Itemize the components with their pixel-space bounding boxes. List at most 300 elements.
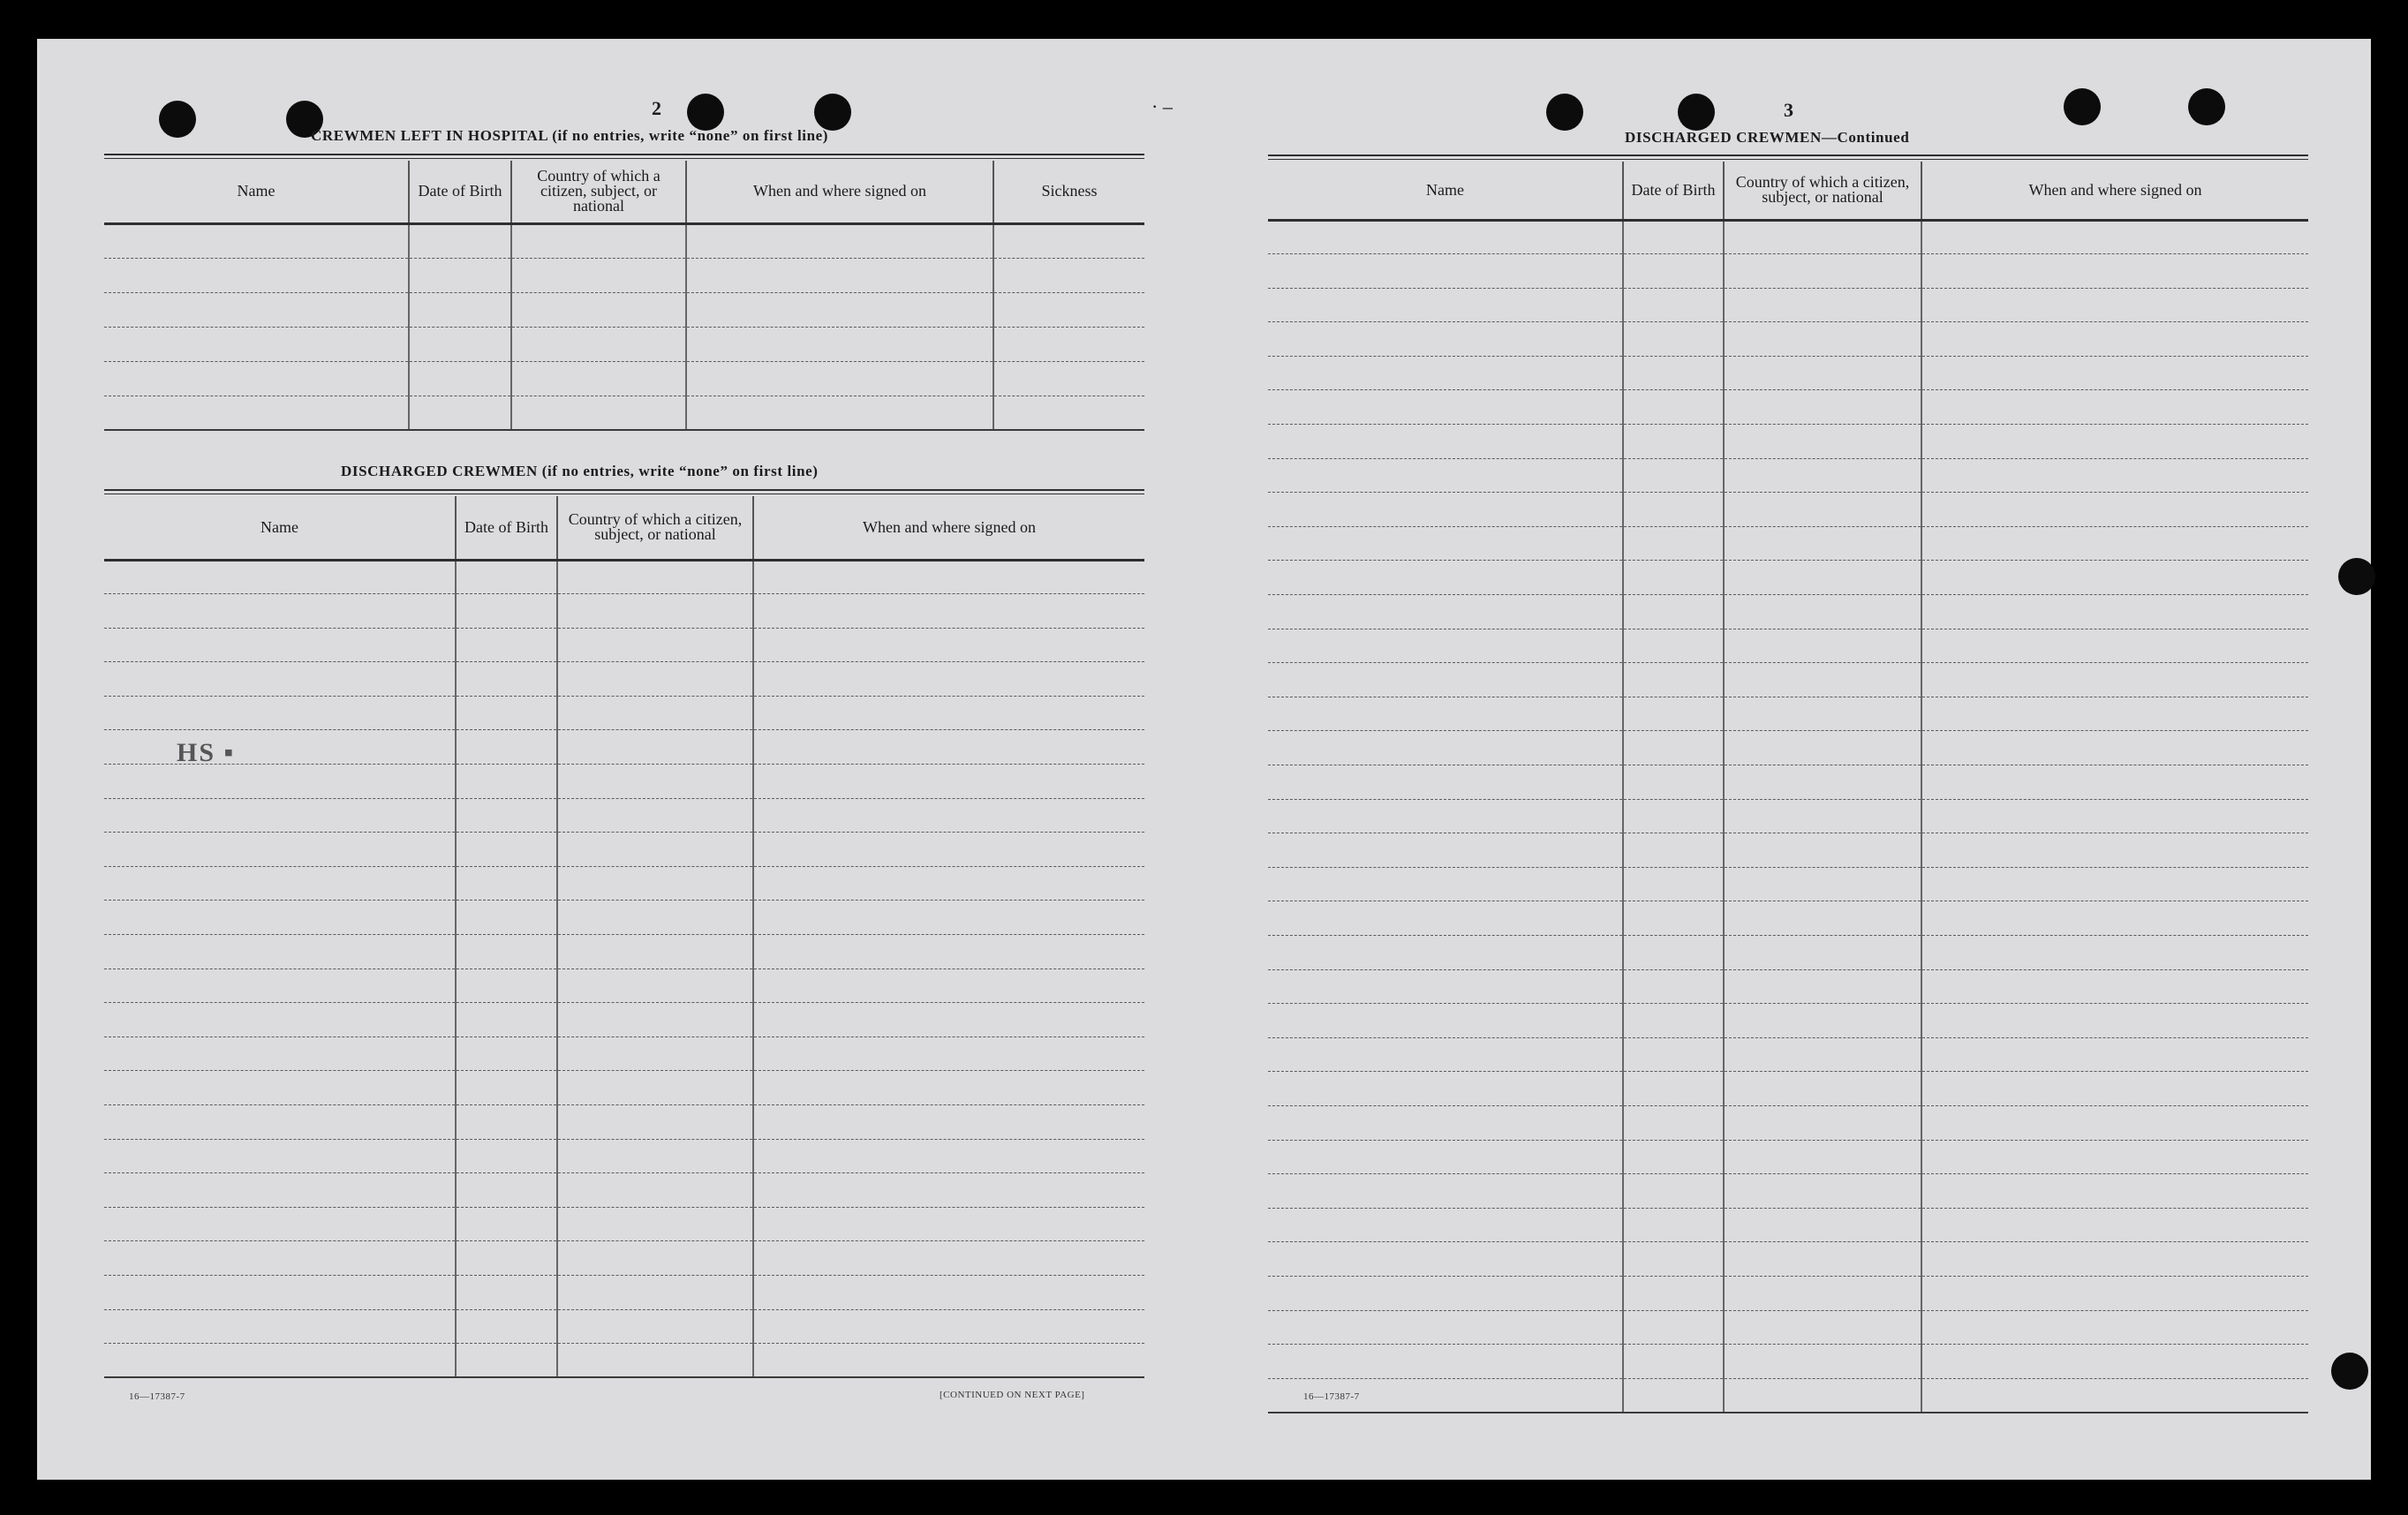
table-cell <box>511 223 686 258</box>
table-row <box>104 765 1144 799</box>
table-cell <box>104 901 456 935</box>
section-rule <box>1268 155 2308 160</box>
table-cell <box>1724 390 1921 425</box>
table-cell <box>753 1003 1144 1037</box>
table-cell <box>511 292 686 327</box>
column-header-name: Name <box>104 496 456 560</box>
table-cell <box>1921 697 2308 731</box>
table-cell <box>1921 458 2308 493</box>
table-cell <box>456 1207 557 1241</box>
column-header-signed-on: When and where signed on <box>753 496 1144 560</box>
table-cell <box>1724 1378 1921 1413</box>
table-cell <box>1268 901 1623 936</box>
table-cell <box>1921 526 2308 561</box>
table-cell <box>1724 765 1921 800</box>
page-number: 2 <box>652 97 662 119</box>
table-cell <box>1268 595 1623 629</box>
column-header-signed-on: When and where signed on <box>686 161 993 223</box>
table-cell <box>1921 1140 2308 1174</box>
table-row <box>104 1036 1144 1071</box>
table-row <box>1268 1242 2308 1277</box>
table-cell <box>1724 1345 1921 1379</box>
table-cell <box>1724 1140 1921 1174</box>
table-cell <box>753 1275 1144 1309</box>
table-row <box>1268 901 2308 936</box>
table-row <box>1268 458 2308 493</box>
table-cell <box>753 901 1144 935</box>
table-cell <box>557 1309 753 1344</box>
table-cell <box>1268 629 1623 663</box>
table-cell <box>1623 1105 1724 1140</box>
table-cell <box>557 662 753 697</box>
table-cell <box>1623 697 1724 731</box>
punch-hole <box>1678 94 1715 131</box>
column-header-country: Country of which a citizen, subject, or national <box>511 161 686 223</box>
table-row <box>1268 390 2308 425</box>
table-cell <box>1724 1105 1921 1140</box>
page-number: 3 <box>1784 99 1794 121</box>
table-cell <box>104 1105 456 1140</box>
table-cell <box>456 628 557 662</box>
table-cell <box>1724 595 1921 629</box>
table-cell <box>1921 356 2308 390</box>
table-cell <box>104 833 456 867</box>
table-cell <box>1724 799 1921 833</box>
table-cell <box>104 662 456 697</box>
table-cell <box>557 901 753 935</box>
table-cell <box>456 935 557 969</box>
table-cell <box>1623 1037 1724 1072</box>
table-row <box>104 696 1144 730</box>
table-cell <box>456 1003 557 1037</box>
table-row <box>1268 526 2308 561</box>
table-row <box>104 361 1144 396</box>
table-cell <box>456 1309 557 1344</box>
table-cell <box>753 866 1144 901</box>
table-cell <box>1724 901 1921 936</box>
table-row <box>1268 731 2308 765</box>
table-cell <box>1724 425 1921 459</box>
table-cell <box>1724 288 1921 322</box>
table-cell <box>104 560 456 594</box>
table-cell <box>104 396 409 430</box>
table-cell <box>1921 663 2308 697</box>
table-row <box>1268 1378 2308 1413</box>
table-cell <box>1921 493 2308 527</box>
table-cell <box>1724 833 1921 868</box>
table-cell <box>1623 1208 1724 1242</box>
table-cell <box>104 765 456 799</box>
hospital-table <box>104 161 1144 431</box>
table-cell <box>557 1344 753 1378</box>
table-cell <box>753 1207 1144 1241</box>
table-row <box>1268 1140 2308 1174</box>
table-cell <box>456 1105 557 1140</box>
table-cell <box>1724 663 1921 697</box>
table-row <box>104 1071 1144 1105</box>
table-cell <box>1268 969 1623 1004</box>
table-row <box>1268 493 2308 527</box>
table-row <box>1268 595 2308 629</box>
stray-ink-mark: HS ▪ <box>177 738 236 767</box>
table-cell <box>1268 765 1623 800</box>
column-header-country: Country of which a citizen, subject, or national <box>557 496 753 560</box>
table-row <box>1268 1037 2308 1072</box>
table-cell <box>1623 458 1724 493</box>
table-cell <box>1724 697 1921 731</box>
table-row <box>104 1139 1144 1173</box>
table-cell <box>1724 526 1921 561</box>
table-row <box>104 396 1144 430</box>
table-row <box>1268 1004 2308 1038</box>
table-cell <box>1623 1310 1724 1345</box>
table-cell <box>686 396 993 430</box>
table-cell <box>753 696 1144 730</box>
punch-hole <box>687 94 724 131</box>
table-cell <box>1268 322 1623 357</box>
table-row <box>104 798 1144 833</box>
table-cell <box>1921 1037 2308 1072</box>
table-cell <box>1724 561 1921 595</box>
table-cell <box>104 935 456 969</box>
table-cell <box>1921 1310 2308 1345</box>
table-row <box>1268 425 2308 459</box>
center-mark: · – <box>1151 95 1173 117</box>
table-cell <box>1623 1276 1724 1310</box>
table-cell <box>104 1036 456 1071</box>
table-cell <box>686 361 993 396</box>
table-cell <box>1921 901 2308 936</box>
table-cell <box>1268 697 1623 731</box>
table-row <box>104 594 1144 629</box>
table-cell <box>1268 1037 1623 1072</box>
punch-hole <box>2331 1353 2368 1390</box>
discharged-continued-rows <box>1268 220 2308 1413</box>
discharged-section-title: DISCHARGED CREWMEN (if no entries, write “none” on first line) <box>341 463 819 479</box>
table-cell <box>104 292 409 327</box>
table-row <box>104 1309 1144 1344</box>
table-row <box>104 292 1144 327</box>
table-cell <box>456 1139 557 1173</box>
table-cell <box>1921 1208 2308 1242</box>
table-cell <box>1268 731 1623 765</box>
table-cell <box>686 258 993 292</box>
punch-hole <box>814 94 851 131</box>
table-row <box>1268 1174 2308 1209</box>
table-cell <box>557 696 753 730</box>
table-cell <box>753 969 1144 1003</box>
table-cell <box>753 1036 1144 1071</box>
table-cell <box>511 258 686 292</box>
table-cell <box>1623 867 1724 901</box>
table-cell <box>1623 425 1724 459</box>
table-cell <box>686 327 993 361</box>
table-cell <box>511 396 686 430</box>
table-cell <box>1921 1174 2308 1209</box>
table-cell <box>557 628 753 662</box>
table-cell <box>1921 220 2308 254</box>
table-cell <box>1623 901 1724 936</box>
table-cell <box>993 396 1144 430</box>
table-cell <box>753 935 1144 969</box>
table-row <box>104 560 1144 594</box>
table-cell <box>1268 288 1623 322</box>
table-cell <box>409 292 511 327</box>
table-row <box>1268 288 2308 322</box>
table-cell <box>511 327 686 361</box>
table-cell <box>104 1071 456 1105</box>
table-cell <box>1623 629 1724 663</box>
punch-hole <box>2188 88 2225 125</box>
table-cell <box>1623 663 1724 697</box>
table-cell <box>104 1344 456 1378</box>
punch-hole <box>2338 558 2375 595</box>
table-cell <box>1623 1140 1724 1174</box>
discharged-continued-title: DISCHARGED CREWMEN—Continued <box>1625 129 1910 146</box>
table-cell <box>1268 254 1623 289</box>
table-cell <box>1724 493 1921 527</box>
column-header-signed-on: When and where signed on <box>1921 162 2308 220</box>
table-cell <box>104 327 409 361</box>
table-cell <box>1724 935 1921 969</box>
table-cell <box>557 798 753 833</box>
table-cell <box>1921 1004 2308 1038</box>
table-cell <box>1268 1310 1623 1345</box>
table-cell <box>1268 867 1623 901</box>
table-cell <box>753 1139 1144 1173</box>
table-cell <box>1724 1174 1921 1209</box>
table-cell <box>557 866 753 901</box>
table-cell <box>1623 288 1724 322</box>
table-cell <box>1921 322 2308 357</box>
table-row <box>1268 254 2308 289</box>
table-cell <box>1921 595 2308 629</box>
table-cell <box>1921 1378 2308 1413</box>
table-cell <box>1268 493 1623 527</box>
table-cell <box>1724 356 1921 390</box>
table-cell <box>1268 1140 1623 1174</box>
table-cell <box>104 1003 456 1037</box>
table-cell <box>1921 1105 2308 1140</box>
table-row <box>104 327 1144 361</box>
table-cell <box>1268 526 1623 561</box>
column-header-sickness: Sickness <box>993 161 1144 223</box>
table-row <box>1268 969 2308 1004</box>
table-cell <box>104 866 456 901</box>
column-header-country: Country of which a citizen, subject, or national <box>1724 162 1921 220</box>
table-cell <box>1623 220 1724 254</box>
table-cell <box>1268 1105 1623 1140</box>
table-cell <box>456 901 557 935</box>
table-cell <box>104 1139 456 1173</box>
table-cell <box>104 1173 456 1208</box>
table-cell <box>104 696 456 730</box>
table-cell <box>456 594 557 629</box>
table-cell <box>456 866 557 901</box>
table-cell <box>1623 1072 1724 1106</box>
table-cell <box>557 730 753 765</box>
document-sheet <box>37 39 2371 1480</box>
table-cell <box>456 730 557 765</box>
table-row <box>1268 935 2308 969</box>
table-cell <box>1623 1004 1724 1038</box>
table-cell <box>753 628 1144 662</box>
table-cell <box>409 327 511 361</box>
table-cell <box>1724 322 1921 357</box>
table-cell <box>1623 731 1724 765</box>
table-cell <box>1623 390 1724 425</box>
table-cell <box>557 1173 753 1208</box>
table-cell <box>1268 458 1623 493</box>
table-cell <box>1921 1072 2308 1106</box>
table-cell <box>1623 765 1724 800</box>
hospital-rows <box>104 223 1144 430</box>
table-row <box>1268 1276 2308 1310</box>
table-cell <box>1921 390 2308 425</box>
table-cell <box>1623 1345 1724 1379</box>
table-cell <box>1623 356 1724 390</box>
table-row <box>104 901 1144 935</box>
table-cell <box>1724 1037 1921 1072</box>
table-cell <box>1724 1276 1921 1310</box>
table-cell <box>1268 799 1623 833</box>
table-cell <box>753 560 1144 594</box>
table-cell <box>1623 526 1724 561</box>
table-cell <box>1921 833 2308 868</box>
table-cell <box>557 560 753 594</box>
table-cell <box>753 1173 1144 1208</box>
table-cell <box>993 292 1144 327</box>
table-cell <box>511 361 686 396</box>
table-cell <box>1921 935 2308 969</box>
table-row <box>104 1344 1144 1378</box>
table-cell <box>1268 1242 1623 1277</box>
table-cell <box>1268 425 1623 459</box>
table-cell <box>1921 731 2308 765</box>
table-cell <box>557 594 753 629</box>
table-cell <box>104 1241 456 1276</box>
table-cell <box>557 969 753 1003</box>
table-row <box>104 1003 1144 1037</box>
table-cell <box>456 798 557 833</box>
table-cell <box>1268 1174 1623 1209</box>
table-cell <box>1724 867 1921 901</box>
table-cell <box>104 223 409 258</box>
table-cell <box>557 1105 753 1140</box>
table-cell <box>409 396 511 430</box>
punch-hole <box>2064 88 2101 125</box>
table-row <box>1268 1345 2308 1379</box>
table-row <box>1268 561 2308 595</box>
table-cell <box>456 969 557 1003</box>
table-cell <box>557 765 753 799</box>
punch-hole <box>159 101 196 138</box>
table-cell <box>753 1241 1144 1276</box>
table-cell <box>557 935 753 969</box>
table-cell <box>1268 833 1623 868</box>
table-cell <box>104 1309 456 1344</box>
table-row <box>104 1173 1144 1208</box>
table-cell <box>1268 663 1623 697</box>
table-cell <box>1921 425 2308 459</box>
table-cell <box>1268 561 1623 595</box>
table-cell <box>1724 458 1921 493</box>
table-cell <box>1724 1072 1921 1106</box>
column-header-date-of-birth: Date of Birth <box>409 161 511 223</box>
table-cell <box>104 361 409 396</box>
table-cell <box>993 223 1144 258</box>
table-cell <box>409 223 511 258</box>
table-row <box>104 969 1144 1003</box>
table-cell <box>409 258 511 292</box>
table-cell <box>456 765 557 799</box>
table-cell <box>104 594 456 629</box>
discharged-continued-table <box>1268 162 2308 1413</box>
table-cell <box>456 1275 557 1309</box>
table-cell <box>1724 254 1921 289</box>
table-cell <box>753 1105 1144 1140</box>
table-row <box>1268 220 2308 254</box>
hospital-section-title: CREWMEN LEFT IN HOSPITAL (if no entries, write “none” on first line) <box>311 127 829 144</box>
table-cell <box>1268 356 1623 390</box>
table-cell <box>1921 254 2308 289</box>
table-row <box>1268 1310 2308 1345</box>
table-row <box>104 1275 1144 1309</box>
table-cell <box>1921 765 2308 800</box>
table-cell <box>1623 595 1724 629</box>
table-row <box>1268 765 2308 800</box>
table-cell <box>1623 799 1724 833</box>
table-cell <box>993 361 1144 396</box>
table-cell <box>409 361 511 396</box>
table-cell <box>456 1241 557 1276</box>
table-cell <box>456 696 557 730</box>
table-row <box>1268 356 2308 390</box>
table-cell <box>1921 1242 2308 1277</box>
table-row <box>1268 833 2308 868</box>
table-cell <box>104 798 456 833</box>
form-number: 16—17387-7 <box>1303 1391 1360 1402</box>
table-cell <box>1268 220 1623 254</box>
table-row <box>104 730 1144 765</box>
table-row <box>1268 629 2308 663</box>
punch-hole <box>1546 94 1583 131</box>
table-cell <box>1623 833 1724 868</box>
table-cell <box>1268 1276 1623 1310</box>
table-row <box>1268 1105 2308 1140</box>
table-cell <box>1724 1310 1921 1345</box>
table-cell <box>1724 1004 1921 1038</box>
table-cell <box>557 1241 753 1276</box>
table-cell <box>104 730 456 765</box>
table-row <box>104 1105 1144 1140</box>
table-cell <box>1268 935 1623 969</box>
table-cell <box>1724 629 1921 663</box>
table-cell <box>753 1344 1144 1378</box>
table-cell <box>104 1207 456 1241</box>
table-cell <box>557 1275 753 1309</box>
table-row <box>1268 1208 2308 1242</box>
table-cell <box>557 1003 753 1037</box>
column-header-date-of-birth: Date of Birth <box>456 496 557 560</box>
table-cell <box>1623 254 1724 289</box>
table-cell <box>104 1275 456 1309</box>
table-cell <box>557 1207 753 1241</box>
table-row <box>104 1207 1144 1241</box>
table-cell <box>1623 322 1724 357</box>
table-row <box>104 662 1144 697</box>
table-cell <box>1623 1242 1724 1277</box>
